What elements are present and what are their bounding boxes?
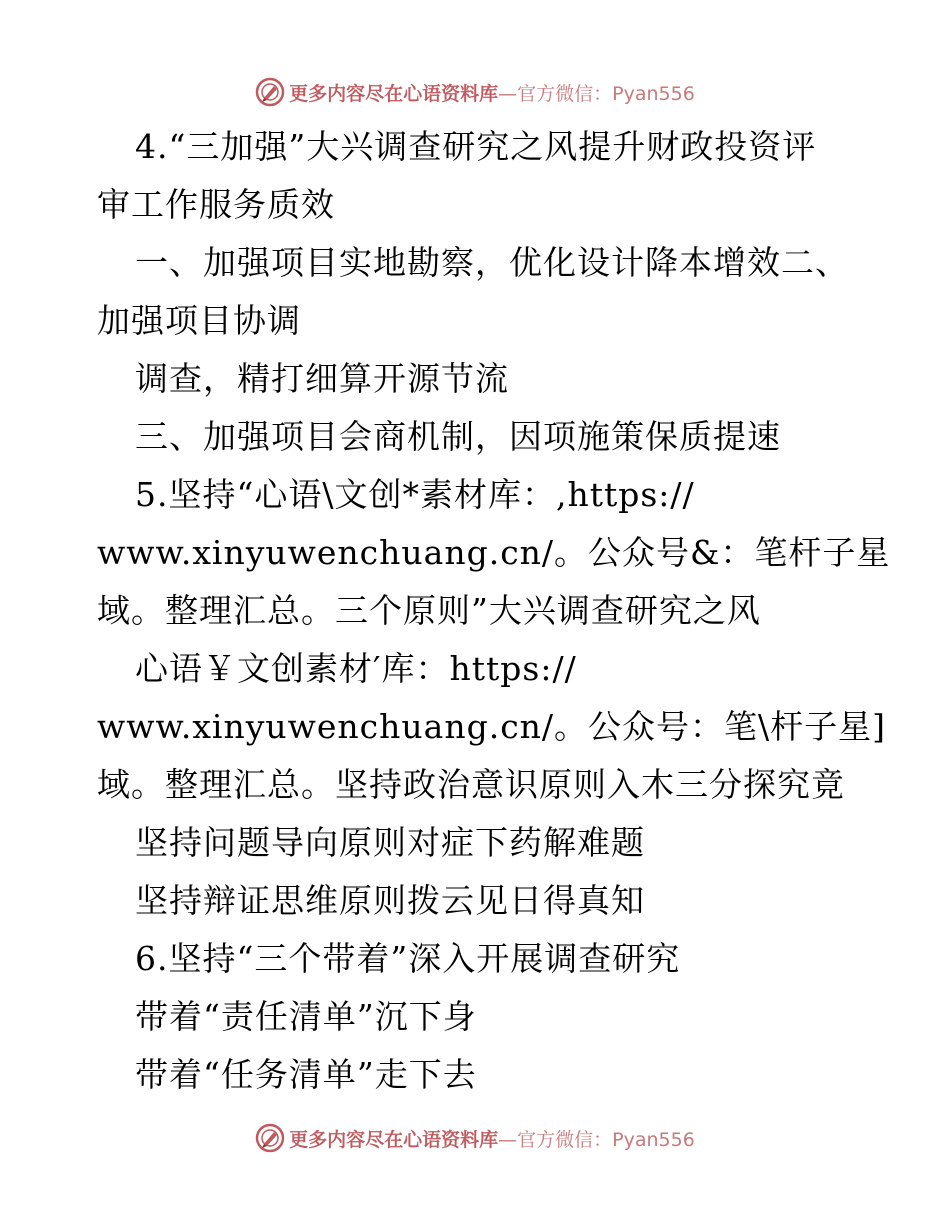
source-note-line-2: www.xinyuwenchuang.cn/。公众号：笔\杆子星] bbox=[97, 707, 887, 746]
header-banner bbox=[0, 72, 950, 112]
bring-task-list-line: 带着“任务清单”走下去 bbox=[135, 1055, 477, 1094]
footer-brand: 更多内容尽在心语资料库 bbox=[289, 1128, 499, 1151]
section-5-heading-line-1: 5.坚持“心语\文创*素材库：,https:// bbox=[135, 475, 695, 514]
section-4-heading-line-2: 审工作服务质效 bbox=[97, 185, 335, 224]
section-4-heading-line-1: 4.“三加强”大兴调查研究之风提升财政投资评 bbox=[135, 127, 817, 166]
point-1-line-2: 加强项目协调 bbox=[97, 301, 301, 340]
header-banner-text bbox=[289, 79, 695, 106]
fountain-pen-logo-icon bbox=[255, 1123, 285, 1153]
footer-suffix: 官方微信：Pyan556 bbox=[517, 1128, 695, 1151]
point-1-line-1: 一、加强项目实地勘察，优化设计降本增效二、 bbox=[135, 243, 849, 282]
principle-dialectic-line: 坚持辩证思维原则拨云见日得真知 bbox=[135, 881, 645, 920]
point-2-line: 调查，精打细算开源节流 bbox=[135, 359, 509, 398]
section-5-heading-line-3: 域。整理汇总。三个原则”大兴调查研究之风 bbox=[97, 591, 761, 630]
header-suffix: 官方微信：Pyan556 bbox=[517, 82, 695, 105]
principle-problem-line: 坚持问题导向原则对症下药解难题 bbox=[135, 823, 645, 862]
bring-responsibility-list-line: 带着“责任清单”沉下身 bbox=[135, 997, 477, 1036]
point-3-line: 三、加强项目会商机制，因项施策保质提速 bbox=[135, 417, 781, 456]
footer-banner-text bbox=[289, 1125, 695, 1152]
header-separator: — bbox=[498, 82, 518, 105]
header-brand: 更多内容尽在心语资料库 bbox=[289, 82, 499, 105]
footer-banner bbox=[0, 1118, 950, 1158]
source-note-line-3: 域。整理汇总。坚持政治意识原则入木三分探究竟 bbox=[97, 765, 845, 804]
footer-separator: — bbox=[498, 1128, 518, 1151]
document-body bbox=[97, 118, 891, 1104]
source-note-line-1: 心语￥文创素材′库：https:// bbox=[135, 649, 577, 688]
section-6-heading-line: 6.坚持“三个带着”深入开展调查研究 bbox=[135, 939, 681, 978]
fountain-pen-logo-icon bbox=[255, 77, 285, 107]
section-5-heading-line-2: www.xinyuwenchuang.cn/。公众号&：笔杆子星 bbox=[97, 533, 891, 572]
